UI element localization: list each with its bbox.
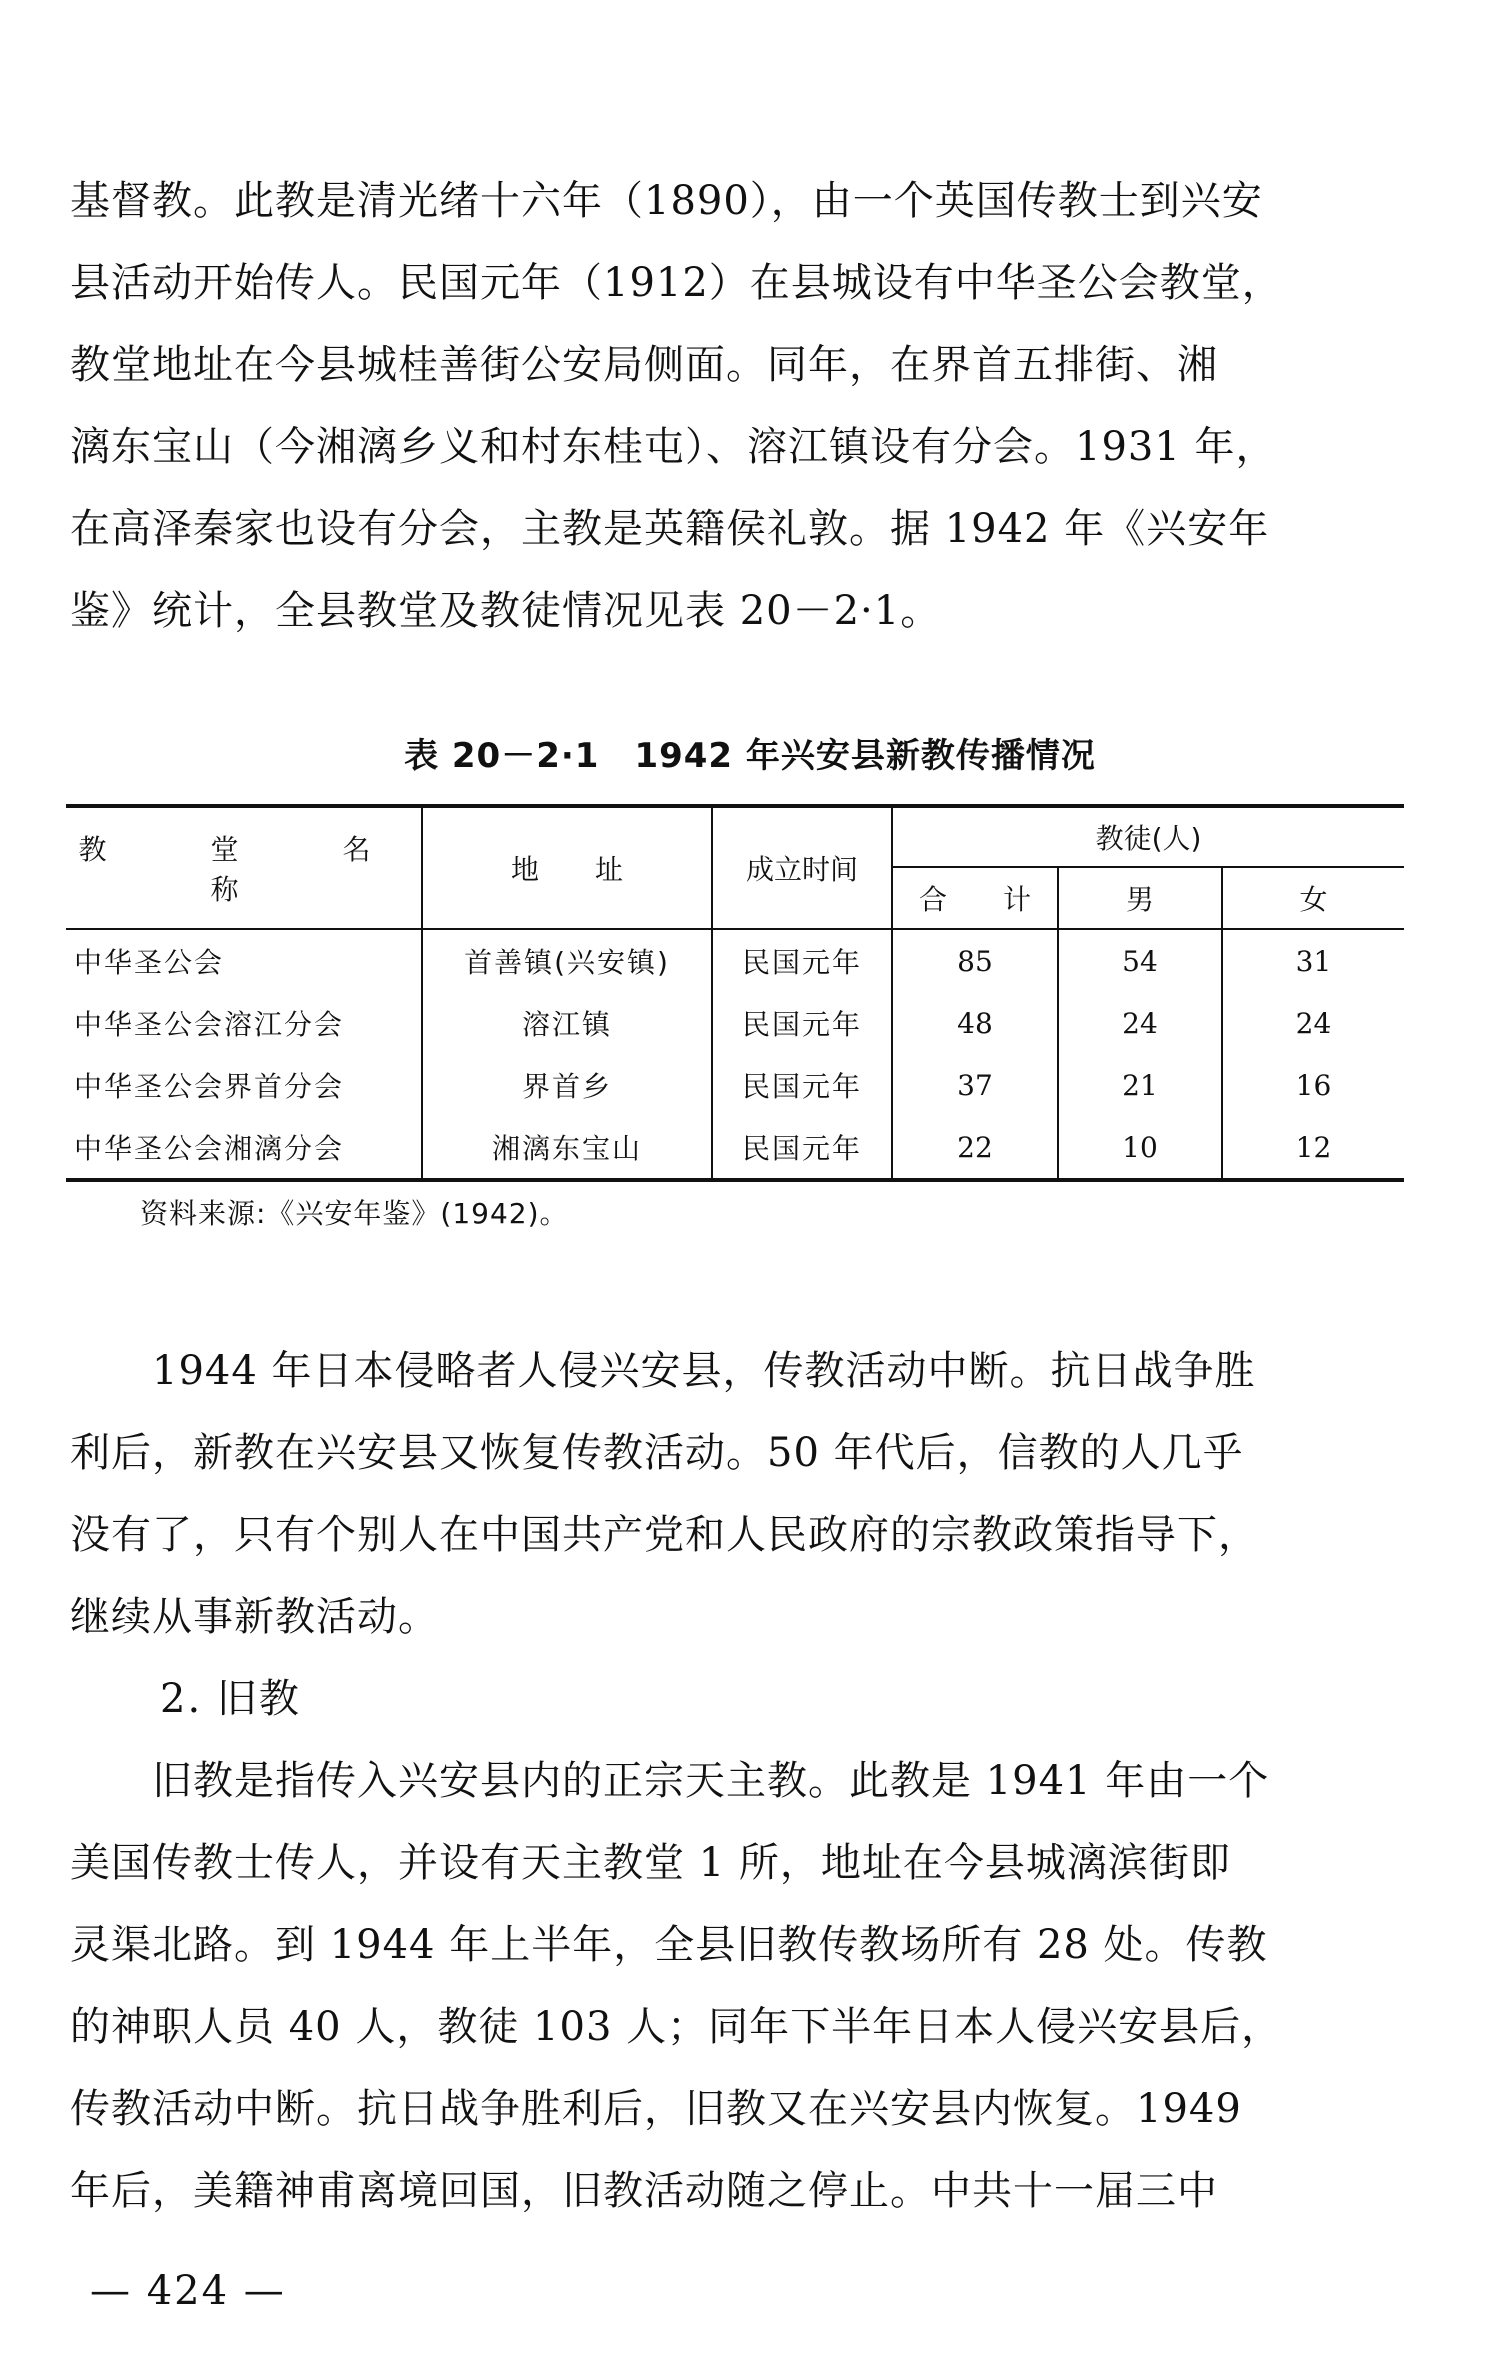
cell-total: 37	[892, 1054, 1058, 1116]
table-row	[66, 929, 1404, 992]
text-line: 鉴》统计，全县教堂及教徒情况见表 20－2·1。	[70, 588, 942, 634]
cell-address: 界首乡	[422, 1054, 712, 1116]
text-line: 传教活动中断。抗日战争胜利后，旧教又在兴安县内恢复。1949	[70, 2086, 1242, 2132]
cell-founded: 民国元年	[712, 992, 892, 1054]
cell-total: 85	[892, 929, 1058, 992]
header-founded: 成立时间	[712, 806, 892, 929]
text-line: 漓东宝山（今湘漓乡义和村东桂屯）、溶江镇设有分会。1931 年，	[70, 424, 1277, 470]
cell-founded: 民国元年	[712, 929, 892, 992]
table-source-note: 资料来源:《兴安年鉴》(1942)。	[140, 1197, 569, 1230]
cell-name: 中华圣公会湘漓分会	[66, 1116, 422, 1180]
church-statistics-table	[66, 804, 1404, 1182]
table-row	[66, 1116, 1404, 1180]
cell-female: 16	[1222, 1054, 1404, 1116]
text-line: 教堂地址在今县城桂善街公安局侧面。同年，在界首五排街、湘	[70, 342, 1218, 388]
cell-female: 31	[1222, 929, 1404, 992]
text-line: 1944 年日本侵略者人侵兴安县，传教活动中断。抗日战争胜	[70, 1348, 1256, 1394]
paragraph-1	[70, 160, 1410, 652]
table-title: 表 20－2·1 1942 年兴安县新教传播情况	[404, 736, 1096, 776]
header-male: 男	[1058, 867, 1222, 929]
cell-address: 湘漓东宝山	[422, 1116, 712, 1180]
cell-female: 24	[1222, 992, 1404, 1054]
header-church-name: 教 堂 名 称	[66, 806, 422, 929]
table-row	[66, 1054, 1404, 1116]
table-header-row	[66, 806, 1404, 867]
cell-founded: 民国元年	[712, 1054, 892, 1116]
text-line: 基督教。此教是清光绪十六年（1890），由一个英国传教士到兴安	[70, 178, 1263, 224]
text-line: 年后，美籍神甫离境回国，旧教活动随之停止。中共十一届三中	[70, 2168, 1218, 2214]
cell-total: 48	[892, 992, 1058, 1054]
text-line: 县活动开始传人。民国元年（1912）在县城设有中华圣公会教堂，	[70, 260, 1283, 306]
cell-male: 54	[1058, 929, 1222, 992]
text-line: 灵渠北路。到 1944 年上半年，全县旧教传教场所有 28 处。传教	[70, 1922, 1268, 1968]
cell-address: 首善镇(兴安镇)	[422, 929, 712, 992]
cell-male: 24	[1058, 992, 1222, 1054]
section-heading: 2. 旧教	[160, 1676, 301, 1722]
header-believers: 教徒(人)	[892, 806, 1404, 867]
cell-total: 22	[892, 1116, 1058, 1180]
header-address: 地 址	[422, 806, 712, 929]
text-line: 没有了，只有个别人在中国共产党和人民政府的宗教政策指导下，	[70, 1512, 1259, 1558]
header-total: 合 计	[892, 867, 1058, 929]
text-line: 旧教是指传入兴安县内的正宗天主教。此教是 1941 年由一个	[70, 1758, 1270, 1804]
text-line: 美国传教士传人，并设有天主教堂 1 所，地址在今县城漓滨街即	[70, 1840, 1231, 1886]
page-number: — 424 —	[90, 2268, 286, 2314]
text-line: 利后，新教在兴安县又恢复传教活动。50 年代后，信教的人几乎	[70, 1430, 1244, 1476]
cell-female: 12	[1222, 1116, 1404, 1180]
table-row	[66, 992, 1404, 1054]
header-female: 女	[1222, 867, 1404, 929]
cell-name: 中华圣公会溶江分会	[66, 992, 422, 1054]
text-line: 继续从事新教活动。	[70, 1594, 439, 1640]
paragraph-3	[70, 1740, 1410, 2232]
cell-male: 21	[1058, 1054, 1222, 1116]
cell-name: 中华圣公会	[66, 929, 422, 992]
cell-founded: 民国元年	[712, 1116, 892, 1180]
text-line: 的神职人员 40 人，教徒 103 人；同年下半年日本人侵兴安县后，	[70, 2004, 1283, 2050]
paragraph-2	[70, 1330, 1410, 1658]
text-line: 在高泽秦家也设有分会，主教是英籍侯礼敦。据 1942 年《兴安年	[70, 506, 1270, 552]
cell-address: 溶江镇	[422, 992, 712, 1054]
cell-male: 10	[1058, 1116, 1222, 1180]
cell-name: 中华圣公会界首分会	[66, 1054, 422, 1116]
